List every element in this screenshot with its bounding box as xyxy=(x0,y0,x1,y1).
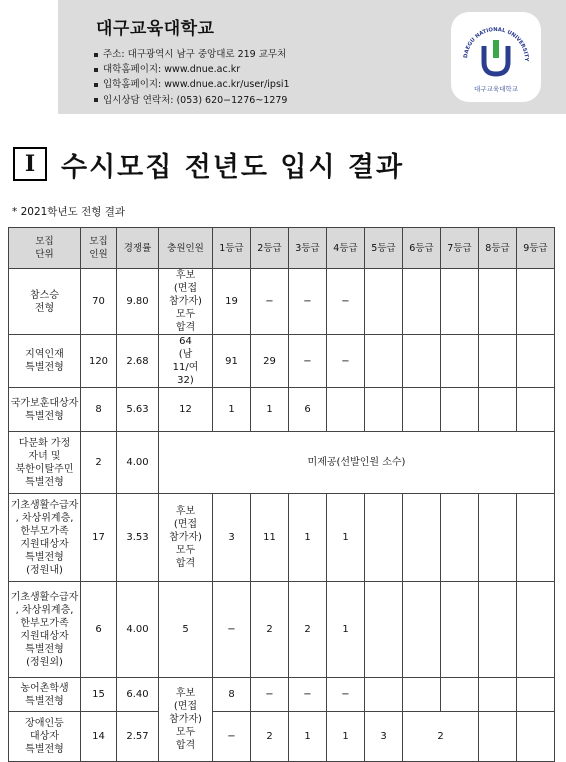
section-title: 수시모집 전년도 입시 결과 xyxy=(61,151,405,183)
cell-unit: 다문화 가정 자녀 및 북한이탈주민 특별전형 xyxy=(9,432,81,494)
info-phone: 입시상담 연락처: (053) 620−1276~1279 xyxy=(94,93,290,108)
table-row xyxy=(9,335,555,388)
cell-grade: − xyxy=(289,678,327,712)
contact-info xyxy=(94,47,290,108)
cell-not-provided-note: 미제공(선발인원 소수) xyxy=(159,432,555,494)
university-name: 대구교육대학교 xyxy=(96,19,215,39)
cell-grade xyxy=(479,269,517,335)
col-header-quota: 모집 인원 xyxy=(81,228,117,269)
cell-grade xyxy=(479,582,517,678)
cell-grade xyxy=(517,582,555,678)
col-header-grade-3: 3등급 xyxy=(289,228,327,269)
table-row xyxy=(9,388,555,432)
bullet-icon xyxy=(94,98,98,102)
section-number: I xyxy=(13,147,47,181)
cell-rate: 2.68 xyxy=(117,335,159,388)
cell-grade xyxy=(441,269,479,335)
university-logo xyxy=(451,12,541,102)
cell-grade: − xyxy=(251,678,289,712)
cell-grade xyxy=(403,388,441,432)
cell-fill: 후보 (면접 참가자) 모두 합격 xyxy=(159,494,213,582)
cell-fill: 12 xyxy=(159,388,213,432)
info-address: 주소: 대구광역시 남구 중앙대로 219 교무처 xyxy=(94,47,290,62)
cell-quota: 120 xyxy=(81,335,117,388)
cell-grade: 1 xyxy=(327,582,365,678)
header-row xyxy=(9,228,555,269)
col-header-grade-5: 5등급 xyxy=(365,228,403,269)
cell-grade xyxy=(479,335,517,388)
table-row xyxy=(9,432,555,494)
cell-quota: 8 xyxy=(81,388,117,432)
cell-grade xyxy=(479,494,517,582)
cell-grade: 1 xyxy=(327,494,365,582)
cell-grade xyxy=(479,712,517,762)
cell-rate: 6.40 xyxy=(117,678,159,712)
cell-grade xyxy=(441,494,479,582)
cell-grade xyxy=(365,678,403,712)
col-header-rate: 경쟁률 xyxy=(117,228,159,269)
cell-grade: 19 xyxy=(213,269,251,335)
cell-grade: − xyxy=(213,582,251,678)
cell-quota: 2 xyxy=(81,432,117,494)
cell-grade xyxy=(327,388,365,432)
cell-grade: 2 xyxy=(289,582,327,678)
cell-grade xyxy=(441,678,479,712)
cell-unit: 장애인등 대상자 특별전형 xyxy=(9,712,81,762)
cell-grade xyxy=(403,269,441,335)
cell-grade: 29 xyxy=(251,335,289,388)
cell-fill: 5 xyxy=(159,582,213,678)
cell-unit: 참스승 전형 xyxy=(9,269,81,335)
cell-grade: 2 xyxy=(251,712,289,762)
cell-grade xyxy=(403,494,441,582)
cell-grade: 1 xyxy=(213,388,251,432)
section-heading xyxy=(13,144,404,184)
cell-grade xyxy=(365,582,403,678)
cell-grade xyxy=(365,494,403,582)
col-header-grade-9: 9등급 xyxy=(517,228,555,269)
bullet-icon xyxy=(94,68,98,72)
cell-rate: 2.57 xyxy=(117,712,159,762)
cell-grade: − xyxy=(327,335,365,388)
cell-grade-merged: 2 xyxy=(403,712,479,762)
cell-rate: 4.00 xyxy=(117,432,159,494)
results-table xyxy=(8,227,555,762)
cell-fill-shared: 후보 (면접 참가자) 모두 합격 xyxy=(159,678,213,762)
cell-unit: 기초생활수급자 , 차상위계층, 한부모가족 지원대상자 특별전형 (정원내) xyxy=(9,494,81,582)
info-admission-page: 입학홈페이지: www.dnue.ac.kr/user/ipsi1 xyxy=(94,77,290,92)
table-row xyxy=(9,582,555,678)
cell-rate: 3.53 xyxy=(117,494,159,582)
cell-grade xyxy=(441,335,479,388)
cell-grade xyxy=(517,494,555,582)
col-header-grade-2: 2등급 xyxy=(251,228,289,269)
cell-quota: 70 xyxy=(81,269,117,335)
cell-rate: 5.63 xyxy=(117,388,159,432)
cell-unit: 기초생활수급자 , 차상위계층, 한부모가족 지원대상자 특별전형 (정원외) xyxy=(9,582,81,678)
svg-text:DAEGU NATIONAL UNIVERSITY OF E: DAEGU NATIONAL UNIVERSITY xyxy=(463,26,530,62)
cell-grade xyxy=(517,388,555,432)
cell-quota: 17 xyxy=(81,494,117,582)
cell-quota: 15 xyxy=(81,678,117,712)
cell-grade: 1 xyxy=(289,712,327,762)
table-row xyxy=(9,678,555,712)
cell-grade: 1 xyxy=(289,494,327,582)
cell-grade xyxy=(441,582,479,678)
col-header-grade-6: 6등급 xyxy=(403,228,441,269)
cell-grade: − xyxy=(289,269,327,335)
cell-quota: 6 xyxy=(81,582,117,678)
cell-fill: 64 (남 11/여 32) xyxy=(159,335,213,388)
cell-grade xyxy=(517,678,555,712)
col-header-fill: 충원인원 xyxy=(159,228,213,269)
cell-grade xyxy=(517,335,555,388)
cell-grade: 1 xyxy=(327,712,365,762)
table-row xyxy=(9,269,555,335)
svg-text:대구교육대학교: 대구교육대학교 xyxy=(474,85,518,93)
cell-grade: − xyxy=(327,678,365,712)
cell-grade xyxy=(365,388,403,432)
table-caption: * 2021학년도 전형 결과 xyxy=(12,206,125,218)
cell-unit: 지역인재 특별전형 xyxy=(9,335,81,388)
cell-grade xyxy=(479,678,517,712)
header-banner xyxy=(58,0,566,114)
table-row xyxy=(9,712,555,762)
cell-grade xyxy=(365,269,403,335)
cell-quota: 14 xyxy=(81,712,117,762)
cell-grade: − xyxy=(289,335,327,388)
cell-grade: 1 xyxy=(251,388,289,432)
cell-rate: 9.80 xyxy=(117,269,159,335)
cell-grade xyxy=(479,388,517,432)
cell-grade: − xyxy=(327,269,365,335)
cell-grade: 11 xyxy=(251,494,289,582)
table-row xyxy=(9,494,555,582)
cell-grade xyxy=(517,269,555,335)
cell-grade xyxy=(365,335,403,388)
cell-grade xyxy=(403,335,441,388)
cell-unit: 국가보훈대상자 특별전형 xyxy=(9,388,81,432)
cell-grade: 2 xyxy=(251,582,289,678)
cell-rate: 4.00 xyxy=(117,582,159,678)
col-header-unit: 모집 단위 xyxy=(9,228,81,269)
info-homepage: 대학홈페이지: www.dnue.ac.kr xyxy=(94,62,290,77)
cell-unit: 농어촌학생 특별전형 xyxy=(9,678,81,712)
col-header-grade-8: 8등급 xyxy=(479,228,517,269)
cell-grade: 91 xyxy=(213,335,251,388)
col-header-grade-1: 1등급 xyxy=(213,228,251,269)
cell-grade xyxy=(441,388,479,432)
cell-fill: 후보 (면접 참가자) 모두 합격 xyxy=(159,269,213,335)
cell-grade: 6 xyxy=(289,388,327,432)
cell-grade: 3 xyxy=(365,712,403,762)
bullet-icon xyxy=(94,83,98,87)
cell-grade: − xyxy=(251,269,289,335)
cell-grade: 8 xyxy=(213,678,251,712)
cell-grade xyxy=(403,678,441,712)
cell-grade: 3 xyxy=(213,494,251,582)
col-header-grade-7: 7등급 xyxy=(441,228,479,269)
bullet-icon xyxy=(94,53,98,57)
cell-grade: − xyxy=(213,712,251,762)
university-emblem-icon xyxy=(451,12,541,102)
cell-grade xyxy=(403,582,441,678)
col-header-grade-4: 4등급 xyxy=(327,228,365,269)
cell-grade xyxy=(517,712,555,762)
